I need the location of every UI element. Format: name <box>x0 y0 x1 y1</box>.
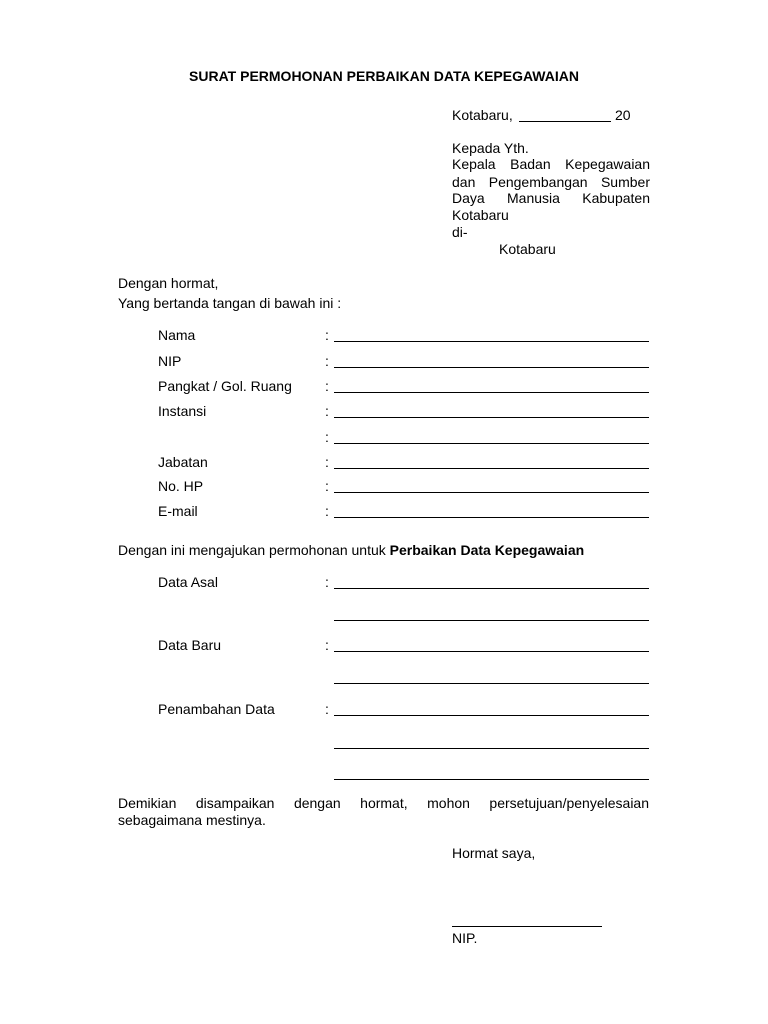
penambahan-data-line-1[interactable] <box>334 715 649 716</box>
field-colon: : <box>325 701 329 717</box>
field-line-nip[interactable] <box>334 367 649 368</box>
signature-line[interactable] <box>452 926 602 927</box>
field-label-email: E-mail <box>158 503 198 519</box>
penambahan-data-label: Penambahan Data <box>158 701 275 717</box>
data-asal-label: Data Asal <box>158 574 218 590</box>
field-label-pangkat: Pangkat / Gol. Ruang <box>158 378 292 394</box>
field-label-nip: NIP <box>158 353 182 369</box>
recipient-line-2: dan Pengembangan Sumber <box>452 174 650 190</box>
intro-text: Yang bertanda tangan di bawah ini : <box>118 295 342 311</box>
data-baru-label: Data Baru <box>158 637 222 653</box>
field-colon: : <box>325 637 329 653</box>
field-colon: : <box>325 378 329 394</box>
field-line-nama[interactable] <box>334 341 649 342</box>
field-label-jabatan: Jabatan <box>158 454 208 470</box>
penambahan-data-line-3[interactable] <box>334 779 649 780</box>
field-line-pangkat[interactable] <box>334 392 649 393</box>
recipient-city: Kotabaru <box>499 241 556 257</box>
recipient-line-5: di- <box>452 224 468 240</box>
field-label-instansi: Instansi <box>158 403 207 419</box>
date-place: Kotabaru, <box>452 107 513 123</box>
field-colon: : <box>325 454 329 470</box>
penambahan-data-line-2[interactable] <box>334 748 649 749</box>
field-label-hp: No. HP <box>158 478 204 494</box>
field-line-jabatan[interactable] <box>334 468 649 469</box>
closing-line-1: Demikian disampaikan dengan hormat, mohon persetujuan/penyelesaian <box>118 795 649 811</box>
data-baru-line-2[interactable] <box>334 683 649 684</box>
request-subject: Perbaikan Data Kepegawaian <box>389 542 585 558</box>
signature-nip: NIP. <box>452 930 478 946</box>
field-label-nama: Nama <box>158 327 196 343</box>
request-prefix: Dengan ini mengajukan permohonan untuk <box>118 542 386 558</box>
data-asal-line-2[interactable] <box>334 620 649 621</box>
field-line-instansi-cont[interactable] <box>334 443 649 444</box>
field-colon: : <box>325 574 329 590</box>
field-colon: : <box>325 327 329 343</box>
closing-line-2: sebagaimana mestinya. <box>118 812 266 828</box>
data-baru-line-1[interactable] <box>334 651 649 652</box>
recipient-line-1: Kepala Badan Kepegawaian <box>452 156 650 172</box>
field-line-hp[interactable] <box>334 492 649 493</box>
regards-text: Hormat saya, <box>452 845 536 861</box>
field-line-email[interactable] <box>334 517 649 518</box>
date-blank-line[interactable] <box>519 121 611 122</box>
recipient-line-3: Daya Manusia Kabupaten <box>452 190 650 206</box>
field-colon: : <box>325 503 329 519</box>
date-year: 20 <box>615 107 631 123</box>
request-sentence <box>118 542 584 558</box>
recipient-greeting: Kepada Yth. <box>452 140 529 156</box>
recipient-line-4: Kotabaru <box>452 207 509 223</box>
field-colon: : <box>325 429 329 445</box>
data-asal-line-1[interactable] <box>334 588 649 589</box>
field-line-instansi[interactable] <box>334 417 649 418</box>
document-title: SURAT PERMOHONAN PERBAIKAN DATA KEPEGAWAIAN <box>189 68 579 84</box>
field-colon: : <box>325 403 329 419</box>
field-colon: : <box>325 353 329 369</box>
field-colon: : <box>325 478 329 494</box>
salutation: Dengan hormat, <box>118 275 219 291</box>
